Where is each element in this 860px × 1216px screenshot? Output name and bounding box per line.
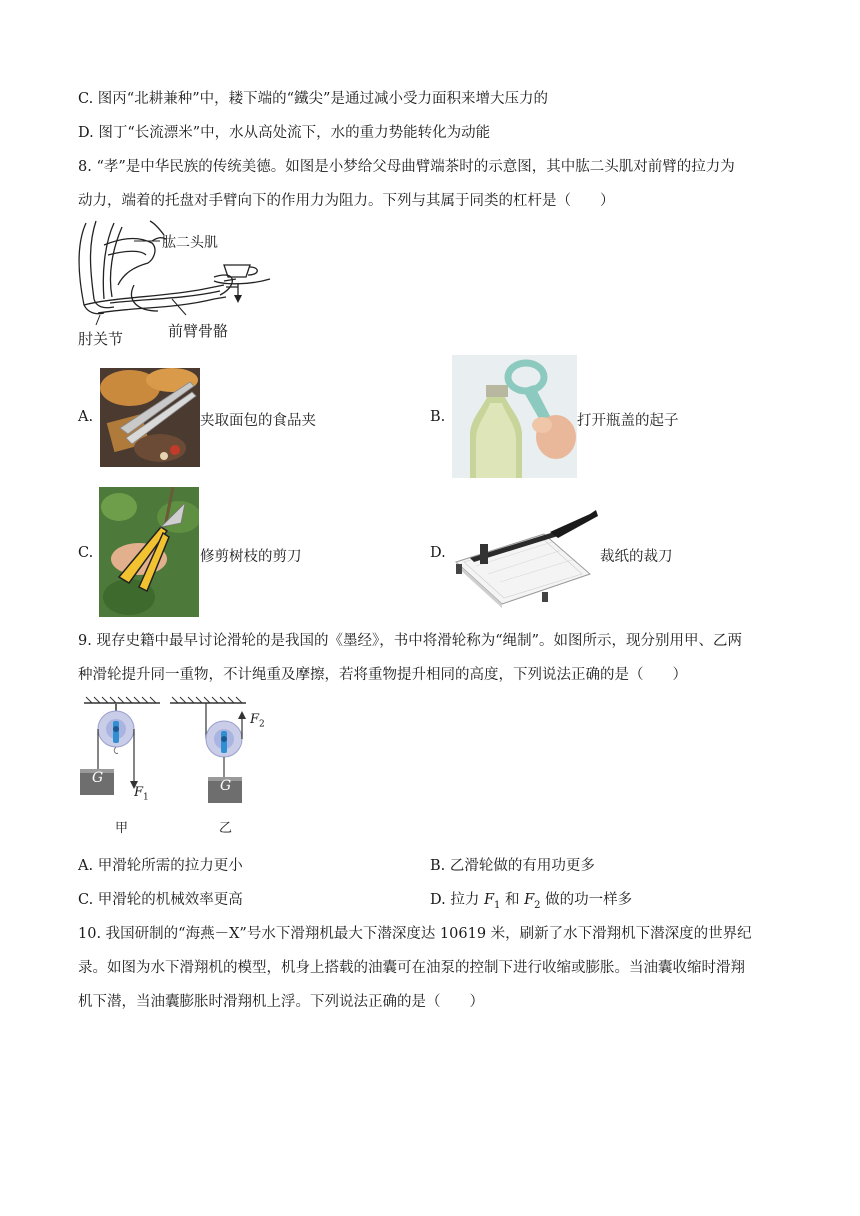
q9-option-b: B. 乙滑轮做的有用功更多 (430, 858, 595, 874)
force-f2-symbol: F (250, 712, 260, 727)
label-forearm-bone: 前臂骨骼 (168, 322, 229, 340)
q8-option-b-text: 打开瓶盖的起子 (577, 413, 679, 429)
q7-option-d: D. 图丁“长流漂米”中，水从高处流下，水的重力势能转化为动能 (78, 125, 491, 141)
q9-option-d-f2: F (524, 892, 535, 908)
q10-stem-line1: 10. 我国研制的“海燕－X”号水下滑翔机最大下潜深度达 10619 米，刷新了水下滑翔机下潜深度的世界纪 (78, 926, 752, 942)
pruning-shears-icon (99, 487, 199, 617)
q8-option-c-letter: C. (78, 545, 94, 561)
q7-option-c: C. 图丙“北耕兼种”中，耧下端的“鐵尖”是通过减小受力面积来增大压力的 (78, 91, 548, 107)
caption-yi: 乙 (219, 821, 233, 836)
q9-option-d-f1: F (483, 892, 494, 908)
q9-option-d-f2-sub: 2 (534, 899, 541, 911)
q8-option-d-text: 裁纸的裁刀 (600, 549, 673, 565)
bottle-opener-icon (452, 355, 577, 478)
q9-option-c: C. 甲滑轮的机械效率更高 (78, 892, 243, 908)
force-f1-symbol: F (134, 785, 144, 800)
food-tongs-icon (100, 368, 200, 467)
paper-cutter-photo (450, 504, 600, 608)
q9-option-d-and: 和 (500, 892, 525, 908)
q9-option-d-suffix: 做的功一样多 (540, 892, 633, 908)
q8-option-b-letter: B. (430, 409, 446, 425)
weight-label-yi: G (220, 778, 232, 794)
q10-stem-line3: 机下潜，当油囊膨胀时滑翔机上浮。下列说法正确的是（ ） (78, 994, 484, 1010)
pruning-shears-photo (99, 487, 199, 617)
q10-stem-line2: 录。如图为水下滑翔机的模型，机身上搭载的油囊可在油泵的控制下进行收缩或膨胀。当油囊收缩时滑翔 (78, 960, 745, 976)
q9-option-d (430, 888, 632, 911)
q8-option-d-letter: D. (430, 545, 446, 561)
q8-option-a-letter: A. (78, 409, 94, 425)
label-biceps: 肱二头肌 (162, 235, 218, 251)
caption-jia: 甲 (115, 821, 129, 836)
paper-cutter-icon (450, 504, 600, 608)
force-f2-subscript: 2 (259, 719, 265, 730)
label-elbow-joint: 肘关节 (78, 330, 124, 348)
weight-label-jia: G (92, 770, 104, 786)
q8-option-a-text: 夹取面包的食品夹 (200, 413, 316, 429)
pulley-figure (76, 693, 276, 838)
arm-lever-figure (74, 215, 274, 350)
q9-option-d-prefix: D. 拉力 (430, 892, 484, 908)
q9-option-a: A. 甲滑轮所需的拉力更小 (78, 858, 243, 874)
q9-stem-line1: 9. 现存史籍中最早讨论滑轮的是我国的《墨经》，书中将滑轮称为“绳制”。如图所示，现分别用甲、乙两 (78, 633, 743, 649)
q8-option-c-text: 修剪树枝的剪刀 (200, 549, 302, 565)
bottle-opener-photo (452, 355, 577, 478)
force-f2-label (250, 712, 265, 730)
force-f1-subscript: 1 (143, 792, 149, 803)
food-tongs-photo (100, 368, 200, 467)
q8-stem-line2: 动力，端着的托盘对手臂向下的作用力为阻力。下列与其属于同类的杠杆是（ ） (78, 193, 615, 209)
q9-option-d-f1-sub: 1 (494, 899, 501, 911)
q9-stem-line2: 种滑轮提升同一重物，不计绳重及摩擦，若将重物提升相同的高度，下列说法正确的是（ ） (78, 667, 687, 683)
q8-stem-line1: 8. “孝”是中华民族的传统美德。如图是小梦给父母曲臂端茶时的示意图，其中肱二头肌对前臂的拉力为 (78, 159, 735, 175)
force-f1-label (134, 785, 149, 803)
pulley-diagram-icon (76, 693, 276, 813)
